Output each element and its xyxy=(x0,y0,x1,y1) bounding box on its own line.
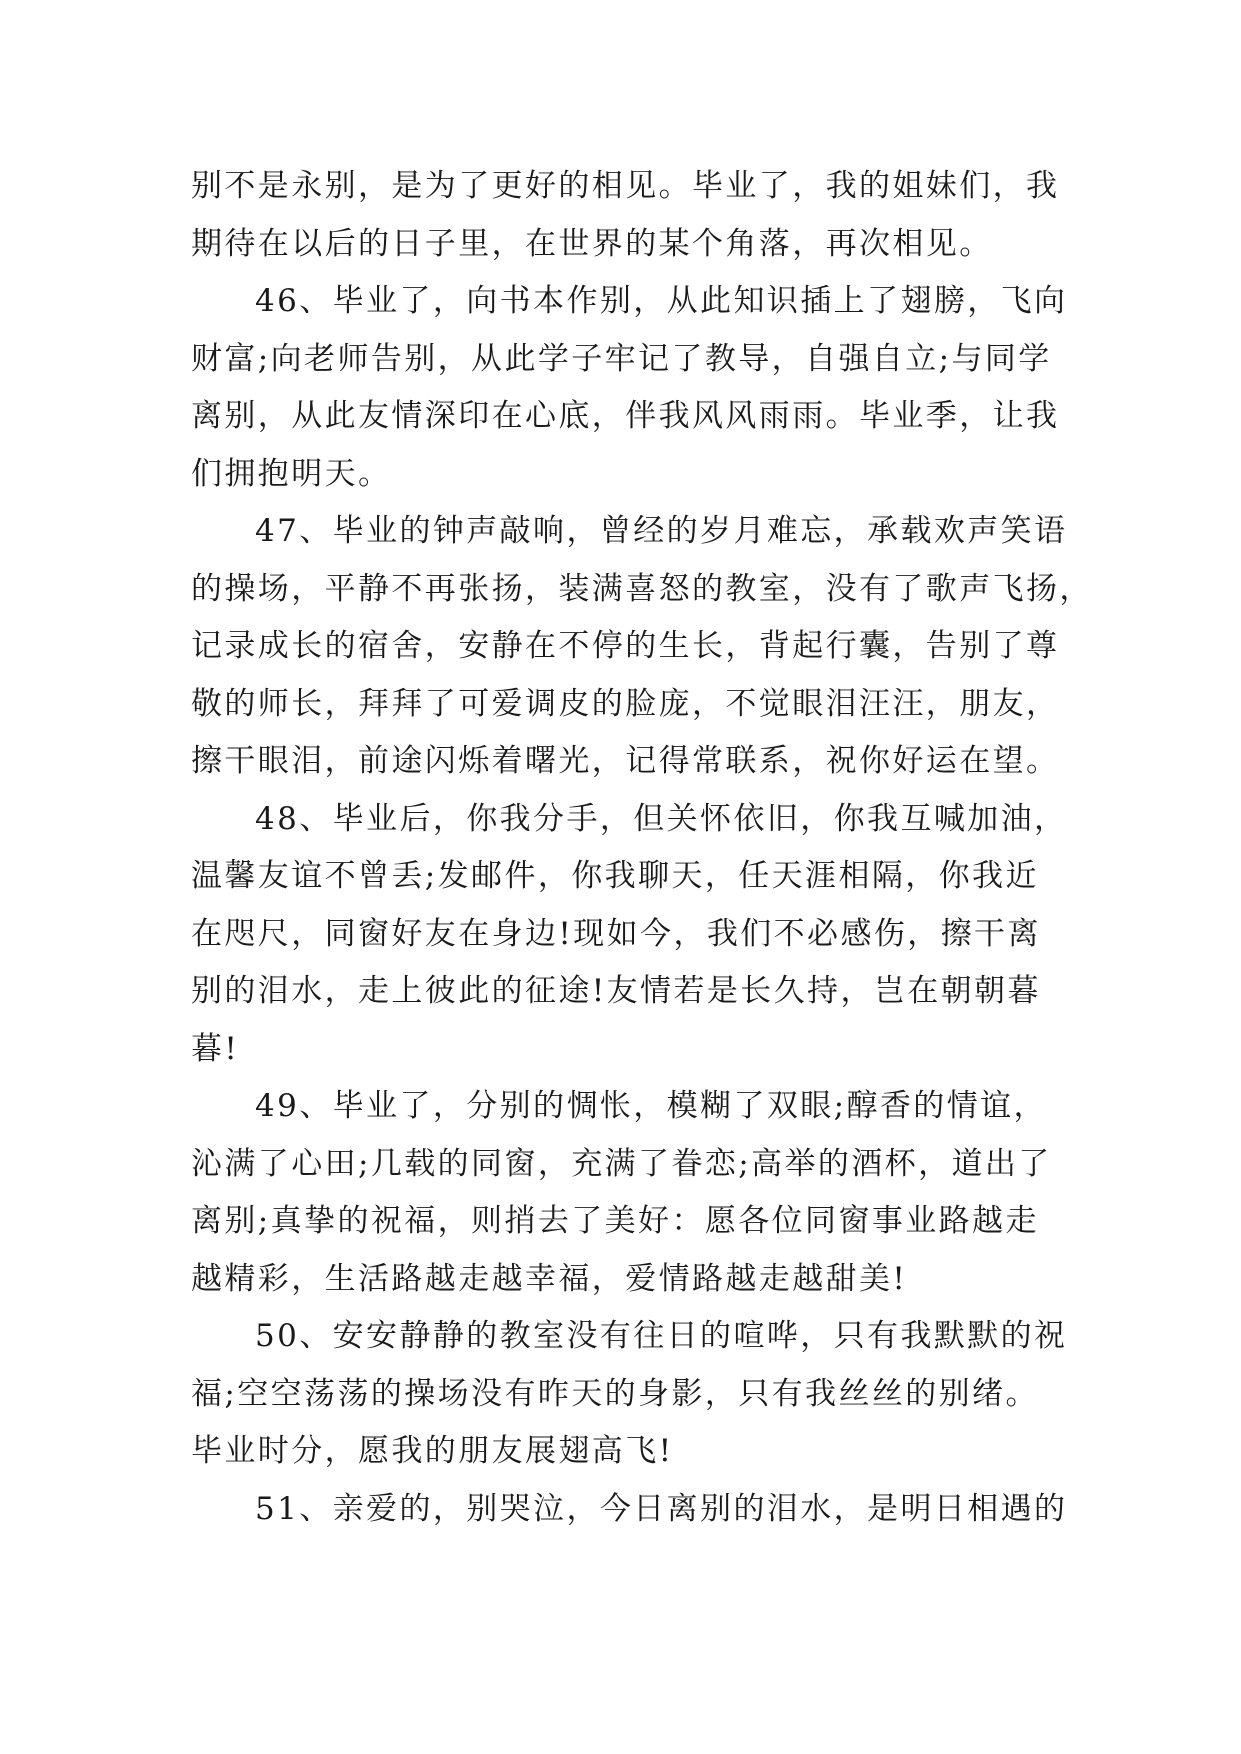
text-line: 越精彩，生活路越走越幸福，爱情路越走越甜美! xyxy=(191,1260,908,1297)
paragraph-start-50: 50、安安静静的教室没有往日的喧哗，只有我默默的祝 xyxy=(255,1318,1068,1354)
text-line: 离别;真挚的祝福，则捎去了美好：愿各位同窗事业路越走 xyxy=(191,1203,1039,1239)
text-line: 在咫尺，同窗好友在身边!现如今，我们不必感伤，擦干离 xyxy=(191,915,1041,952)
text-line: 期待在以后的日子里，在世界的某个角落，再次相见。 xyxy=(191,225,993,262)
text-line: 福;空空荡荡的操场没有昨天的身影，只有我丝丝的别绪。 xyxy=(191,1375,1039,1412)
text-line: 敬的师长，拜拜了可爱调皮的脸庞，不觉眼泪汪汪，朋友， xyxy=(191,685,1060,722)
text-line: 别的泪水，走上彼此的征途!友情若是长久持，岂在朝朝暮 xyxy=(191,973,1041,1009)
text-line: 们拥抱明天。 xyxy=(191,455,392,492)
text-line: 毕业时分，愿我的朋友展翅高飞! xyxy=(191,1433,674,1469)
paragraph-start-48: 48、毕业后，你我分手，但关怀依旧，你我互喊加油， xyxy=(255,800,1068,837)
text-line: 擦干眼泪，前途闪烁着曙光，记得常联系，祝你好运在望。 xyxy=(191,743,1060,779)
paragraph-start-46: 46、毕业了，向书本作别，从此知识插上了翅膀，飞向 xyxy=(255,283,1068,319)
paragraph-start-49: 49、毕业了，分别的惆怅，模糊了双眼;醇香的情谊， xyxy=(255,1088,1047,1124)
text-line: 财富;向老师告别，从此学子牢记了教导，自强自立;与同学 xyxy=(191,340,1052,377)
paragraph-start-47: 47、毕业的钟声敲响，曾经的岁月难忘，承载欢声笑语 xyxy=(255,513,1068,549)
text-line: 暮! xyxy=(191,1030,240,1067)
text-line: 记录成长的宿舍，安静在不停的生长，背起行囊，告别了尊 xyxy=(191,628,1060,664)
paragraph-start-51: 51、亲爱的，别哭泣，今日离别的泪水，是明日相遇的 xyxy=(255,1490,1068,1527)
text-line: 的操场，平静不再张扬，装满喜怒的教室，没有了歌声飞扬， xyxy=(191,570,1093,607)
text-line: 别不是永别，是为了更好的相见。毕业了，我的姐妹们，我 xyxy=(191,168,1060,204)
text-line: 离别，从此友情深印在心底，伴我风风雨雨。毕业季，让我 xyxy=(191,398,1060,434)
document-body xyxy=(191,158,1093,1538)
text-line: 沁满了心田;几载的同窗，充满了眷恋;高举的酒杯，道出了 xyxy=(191,1145,1052,1182)
text-line: 温馨友谊不曾丢;发邮件，你我聊天，任天涯相隔，你我近 xyxy=(191,858,1039,894)
